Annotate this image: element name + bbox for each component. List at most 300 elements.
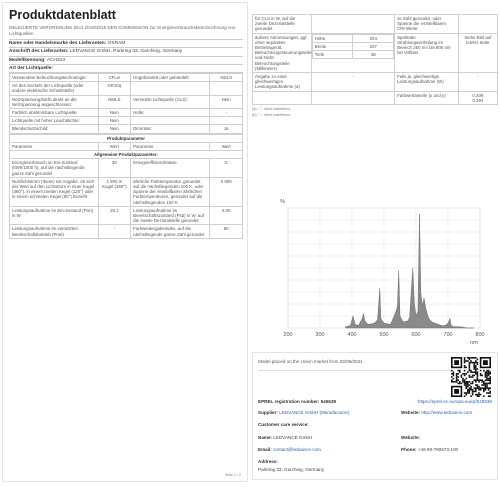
qr-module [453, 381, 455, 383]
qr-module [475, 391, 477, 393]
qr-module [457, 373, 459, 375]
x-tick-label: 600 [411, 332, 421, 338]
table-row [10, 117, 243, 125]
table-cell: Nutzlichtstrom (Φuse) mit Angabe, ob sich der Wert auf den Lichtstrom in einer Kugel (360°), in einem breiten Kegel (120°) oder in einem schmalen Kegel (90°) bezieht [10, 177, 99, 206]
light-source-type-table [9, 73, 243, 134]
qr-module [486, 383, 488, 385]
section-header: Produktparameter [10, 134, 243, 142]
qr-module [478, 381, 480, 383]
spectrum-svg [252, 182, 498, 352]
spectrum-point [445, 325, 446, 326]
qr-module [465, 392, 467, 394]
qr-module [475, 389, 477, 391]
qr-module [469, 391, 471, 393]
qr-module [465, 367, 467, 369]
qr-module [480, 394, 482, 396]
qr-module [477, 371, 479, 373]
qr-module [472, 362, 474, 364]
qr-module [462, 381, 464, 383]
spectrum-point [419, 214, 420, 215]
column-header: Parameter [10, 142, 99, 150]
qr-module [472, 381, 474, 383]
qr-module [465, 383, 467, 385]
spectrum-point [473, 328, 474, 329]
customer-care-heading: Customer care service: [258, 422, 309, 427]
qr-module [456, 381, 458, 383]
qr-module [461, 376, 463, 378]
care-name-row: Name: LEDVANCE GmbH [258, 435, 313, 440]
qr-module [464, 381, 466, 383]
datasheet-page-1 [2, 2, 248, 482]
spectrum-point [345, 327, 346, 328]
qr-module [486, 378, 488, 380]
table-cell: Netzspannung/Nicht direkt an die Netzspannung angeschlossen: [10, 95, 99, 108]
x-tick-label: 400 [347, 332, 357, 338]
x-axis-label: nm [470, 340, 478, 346]
qr-module [488, 379, 490, 381]
table-cell: äußere Abmessungen, ggf. ohne separates Betriebsgerät, Beleuchtungssteuerungsteile und Nicht-Beleuchtungsteile (Millimeter) [253, 33, 312, 72]
dimension-value: 38 [353, 51, 394, 59]
table-cell: Energieverbrauch im Ein-Zustand (kWh/1000 h), auf die nächstliegende ganze Zahl gerundet [10, 159, 99, 178]
dimensions-table [312, 34, 394, 60]
qr-module [489, 392, 491, 394]
qr-module [470, 387, 472, 389]
qr-module [485, 379, 487, 381]
spectrum-point [409, 317, 410, 318]
table-cell [131, 82, 210, 95]
page-title: Produktdatenblatt [9, 8, 116, 22]
spectrum-point [397, 306, 398, 307]
qr-module [483, 384, 485, 386]
spectrum-point [411, 292, 412, 293]
qr-module [469, 357, 471, 359]
qr-module [472, 383, 474, 385]
kv-label: Anschrift des Lieferanten: [9, 49, 69, 55]
kv-value: OSRAM [106, 41, 126, 47]
qr-module [478, 387, 480, 389]
qr-module [483, 389, 485, 391]
qr-module [469, 384, 471, 386]
qr-module [489, 391, 491, 393]
qr-module [477, 376, 479, 378]
qr-module [489, 387, 491, 389]
qr-module [472, 389, 474, 391]
qr-module [475, 367, 477, 369]
qr-module [486, 386, 488, 388]
table-row [10, 74, 243, 82]
spectrum-point [355, 324, 356, 325]
dimension-label: Höhe [312, 34, 353, 42]
qr-module [475, 370, 477, 372]
qr-module [469, 375, 471, 377]
table-cell: Nein [98, 109, 131, 117]
spectrum-point [413, 268, 414, 269]
spectrum-point [432, 322, 433, 323]
table-cell: Energieeffizienzklasse [131, 159, 210, 178]
table-cell: Leistungsaufnahme im Ein-Zustand (Pon) in W [10, 206, 99, 225]
qr-module [453, 378, 455, 380]
qr-module [459, 371, 461, 373]
table-cell: Ja [210, 125, 243, 133]
qr-module [464, 362, 466, 364]
table-cell: Lichtquelle mit hoher Leuchtdichte: [10, 117, 99, 125]
qr-module [481, 387, 483, 389]
x-tick-label: 700 [443, 332, 453, 338]
qr-module [477, 387, 479, 389]
table-cell: Falls ja, gleichwertige Leistungsaufnahme (W) [395, 73, 459, 92]
qr-module [477, 359, 479, 361]
qr-module [456, 379, 458, 381]
qr-module [451, 370, 453, 372]
qr-module [488, 387, 490, 389]
qr-module [469, 392, 471, 394]
spectrum-point [422, 306, 423, 307]
market-note: Model placed on the Union market from 03/09/2021 [258, 359, 363, 364]
qr-module [473, 365, 475, 367]
table-cell: Farblich abstimmbare Lichtquelle: [10, 109, 99, 117]
qr-module [486, 384, 488, 386]
qr-module [483, 387, 485, 389]
table-cell: - [311, 73, 394, 92]
qr-module [485, 375, 487, 377]
type-header: Art der Lichtquelle: [9, 64, 243, 73]
qr-module [481, 381, 483, 383]
qr-module [488, 373, 490, 375]
spectrum-point [408, 321, 409, 322]
table-cell: Spektrale Strahlungsverteilung im Bereich 250 nm bis 800 nm bei Volllast [395, 33, 459, 72]
spectrum-point [350, 325, 351, 326]
qr-module [486, 392, 488, 394]
qr-module [464, 367, 466, 369]
qr-module [456, 375, 458, 377]
qr-module [469, 381, 471, 383]
qr-module [486, 387, 488, 389]
qr-module [465, 394, 467, 396]
qr-module [489, 378, 491, 380]
y-axis-label: % [280, 199, 285, 205]
qr-module [489, 395, 491, 397]
table-cell [311, 33, 394, 72]
dimension-value: 204 [353, 34, 394, 42]
qr-module [467, 381, 469, 383]
qr-module [461, 375, 463, 377]
eprel-link[interactable]: https://eprel.ec.europa.eu/qr/546539 [417, 399, 492, 404]
x-tick-label: 500 [379, 332, 389, 338]
qr-module [451, 373, 453, 375]
continued-parameter-table [252, 14, 498, 105]
qr-module [472, 375, 474, 377]
kv-label: Name oder Handelsmarke des Lieferanten: [9, 41, 107, 47]
qr-module [457, 370, 459, 372]
qr-module [473, 357, 475, 359]
care-website-row: Website: [401, 435, 421, 440]
table-cell [210, 82, 243, 95]
qr-module [457, 379, 459, 381]
qr-module [464, 379, 466, 381]
qr-module [477, 375, 479, 377]
qr-module [477, 379, 479, 381]
table-cell [311, 15, 394, 34]
qr-code-icon[interactable] [451, 357, 491, 397]
spectrum-point [380, 288, 381, 289]
qr-module [475, 360, 477, 362]
dimension-row [312, 34, 393, 42]
qr-module [475, 384, 477, 386]
product-parameter-table [9, 134, 243, 239]
column-header: Wert [210, 142, 243, 150]
spectrum-point [390, 324, 391, 325]
spectrum-point [403, 322, 404, 323]
qr-module [457, 383, 459, 385]
spectrum-point [461, 327, 462, 328]
qr-module [469, 363, 471, 365]
qr-module [477, 394, 479, 396]
qr-module [472, 392, 474, 394]
qr-module [470, 357, 472, 359]
qr-module [469, 370, 471, 372]
qr-module [464, 359, 466, 361]
qr-module [467, 384, 469, 386]
table-cell [253, 91, 312, 104]
table-cell: Nein [98, 117, 131, 125]
qr-finder [454, 389, 459, 394]
qr-module [464, 365, 466, 367]
spectrum-point [400, 316, 401, 317]
table-cell: Nein [210, 95, 243, 108]
qr-module [475, 368, 477, 370]
spectrum-point [435, 323, 436, 324]
qr-module [475, 371, 477, 373]
qr-module [464, 375, 466, 377]
qr-module [473, 371, 475, 373]
dimension-value: 207 [353, 42, 394, 50]
qr-module [454, 381, 456, 383]
table-row [253, 15, 498, 34]
qr-module [459, 370, 461, 372]
table-row [10, 109, 243, 117]
qr-module [473, 368, 475, 370]
qr-module [475, 381, 477, 383]
qr-module [488, 383, 490, 385]
dimension-row [312, 42, 393, 50]
qr-module [488, 371, 490, 373]
spectrum-point [358, 325, 359, 326]
table-cell: 1 900 in Kugel (360°) [98, 177, 131, 206]
qr-module [486, 375, 488, 377]
qr-module [464, 370, 466, 372]
qr-module [470, 370, 472, 372]
qr-module [485, 389, 487, 391]
table-row [10, 159, 243, 178]
qr-module [453, 375, 455, 377]
dimension-row [312, 51, 393, 59]
qr-module [469, 365, 471, 367]
qr-module [465, 387, 467, 389]
qr-module [453, 371, 455, 373]
qr-module [470, 395, 472, 397]
table-cell: für CLS in W, auf die zweite Dezimalstelle gerundet [253, 15, 312, 34]
qr-module [456, 378, 458, 380]
qr-module [470, 389, 472, 391]
table-cell: NMLS [98, 95, 131, 108]
table-cell: Blendschutzschild: [10, 125, 99, 133]
qr-finder [454, 360, 459, 365]
table-cell [311, 91, 394, 104]
table-row [253, 73, 498, 92]
table-cell: Farbwiedergabeindex, auf die nächstliegende ganze Zahl gerundet [131, 225, 210, 238]
website-link[interactable]: http://www.ledvance.com [421, 410, 473, 415]
spectrum-point [377, 319, 378, 320]
qr-module [464, 360, 466, 362]
qr-module [470, 386, 472, 388]
spectrum-point [374, 323, 375, 324]
qr-module [469, 368, 471, 370]
qr-module [469, 389, 471, 391]
qr-module [473, 362, 475, 364]
email-link[interactable]: contact@ledvance.com [273, 447, 321, 452]
qr-module [473, 391, 475, 393]
table-cell: 30 [98, 159, 131, 178]
column-header: Wert [98, 142, 131, 150]
supplier-link[interactable]: LEDVANCE GmbH (Manufacturer) [279, 410, 350, 415]
qr-module [475, 373, 477, 375]
table-cell [210, 117, 243, 125]
section-row [10, 134, 243, 142]
qr-module [485, 371, 487, 373]
qr-module [473, 375, 475, 377]
qr-module [488, 395, 490, 397]
table-cell: ze Zahl gerundet, oder Spanne der einstellbaren CRI-Werte [395, 15, 459, 34]
qr-module [467, 392, 469, 394]
qr-module [473, 367, 475, 369]
table-row [10, 125, 243, 133]
qr-module [473, 387, 475, 389]
spectrum-point [467, 328, 468, 329]
table-cell: 0,409 0,394 [458, 91, 497, 104]
table-cell: Art des Sockels der Lichtquelle (oder andere elektrische Schnittstelle) [10, 82, 99, 95]
qr-module [475, 365, 477, 367]
care-phone-row: Phone: +49 89-780673-100 [401, 447, 459, 452]
qr-module [486, 376, 488, 378]
qr-module [467, 371, 469, 373]
qr-module [481, 384, 483, 386]
kv-value: LEDVANCE GmbH, Parkring 33, Garching, Germany [68, 49, 183, 55]
qr-module [470, 360, 472, 362]
qr-module [480, 373, 482, 375]
spectrum-point [450, 318, 451, 319]
kv-row [9, 56, 243, 64]
qr-module [469, 367, 471, 369]
qr-module [470, 376, 472, 378]
datasheet-page-2 [252, 14, 498, 194]
qr-module [480, 387, 482, 389]
qr-module [489, 383, 491, 385]
qr-module [488, 392, 490, 394]
spectrum-point [416, 316, 417, 317]
table-row [10, 177, 243, 206]
page-number: Seite 1 / 2 [224, 473, 241, 477]
qr-module [473, 379, 475, 381]
table-cell: Leistungsaufnahme im Bereitschaftszustand (Psb) in W, auf die zweite Dezimalstelle gerundet [131, 206, 210, 225]
table-cell: - [210, 109, 243, 117]
qr-module [478, 395, 480, 397]
qr-module [461, 383, 463, 385]
qr-module [483, 391, 485, 393]
qr-module [485, 373, 487, 375]
spectrum-point [414, 304, 415, 305]
qr-module [488, 389, 490, 391]
eprel-registration: EPREL registration number: 546539 [258, 399, 337, 404]
qr-module [465, 373, 467, 375]
table-row [253, 91, 498, 104]
qr-module [483, 395, 485, 397]
qr-module [462, 379, 464, 381]
qr-module [483, 383, 485, 385]
qr-module [464, 357, 466, 359]
qr-module [478, 392, 480, 394]
qr-module [470, 371, 472, 373]
care-address-value: Parkring 33, Garching, Germany [258, 467, 325, 472]
regulation-subtitle: DELEGIERTE VERORDNUNG (EU) 2019/2015 DER KOMMISSION zur Energieverbrauchskennzeichnung von Lichtquellen [9, 25, 236, 36]
qr-module [477, 363, 479, 365]
spectrum-point [448, 323, 449, 324]
qr-finder [483, 360, 488, 365]
table-cell: 3 500 [210, 177, 243, 206]
qr-module [489, 379, 491, 381]
table-row [10, 225, 243, 238]
table-cell: - [458, 73, 497, 92]
qr-module [475, 357, 477, 359]
spectrum-point [425, 307, 426, 308]
column-header: Parameter [131, 142, 210, 150]
qr-module [451, 376, 453, 378]
qr-module [467, 389, 469, 391]
qr-module [488, 375, 490, 377]
qr-module [472, 376, 474, 378]
table-cell: - [98, 225, 131, 238]
table-cell: Leistungsaufnahme im vernetzten Bereitschaftsbetrieb (Pnet) [10, 225, 99, 238]
spectrum-point [451, 325, 452, 326]
spectrum-point [381, 318, 382, 319]
qr-module [480, 389, 482, 391]
qr-module [489, 373, 491, 375]
qr-module [472, 391, 474, 393]
table-cell: NDLS [210, 74, 243, 82]
qr-module [464, 395, 466, 397]
qr-module [475, 394, 477, 396]
qr-module [477, 384, 479, 386]
qr-module [478, 394, 480, 396]
qr-module [467, 357, 469, 359]
dimension-label: Tiefe [312, 51, 353, 59]
qr-module [485, 386, 487, 388]
care-address-label: Address: [258, 459, 278, 464]
qr-module [465, 386, 467, 388]
table-cell: Dimmbar: [131, 125, 210, 133]
qr-module [486, 379, 488, 381]
qr-module [469, 359, 471, 361]
table-cell: Angabe zu einer gleichwertigen Leistungsaufnahme (a) [253, 73, 312, 92]
spectrum-point [363, 313, 364, 314]
spectrum-point [429, 318, 430, 319]
spectrum-point [438, 324, 439, 325]
table-row [10, 206, 243, 225]
qr-module [485, 387, 487, 389]
table-row [253, 33, 498, 72]
qr-module [477, 368, 479, 370]
qr-module [477, 362, 479, 364]
qr-module [477, 386, 479, 388]
